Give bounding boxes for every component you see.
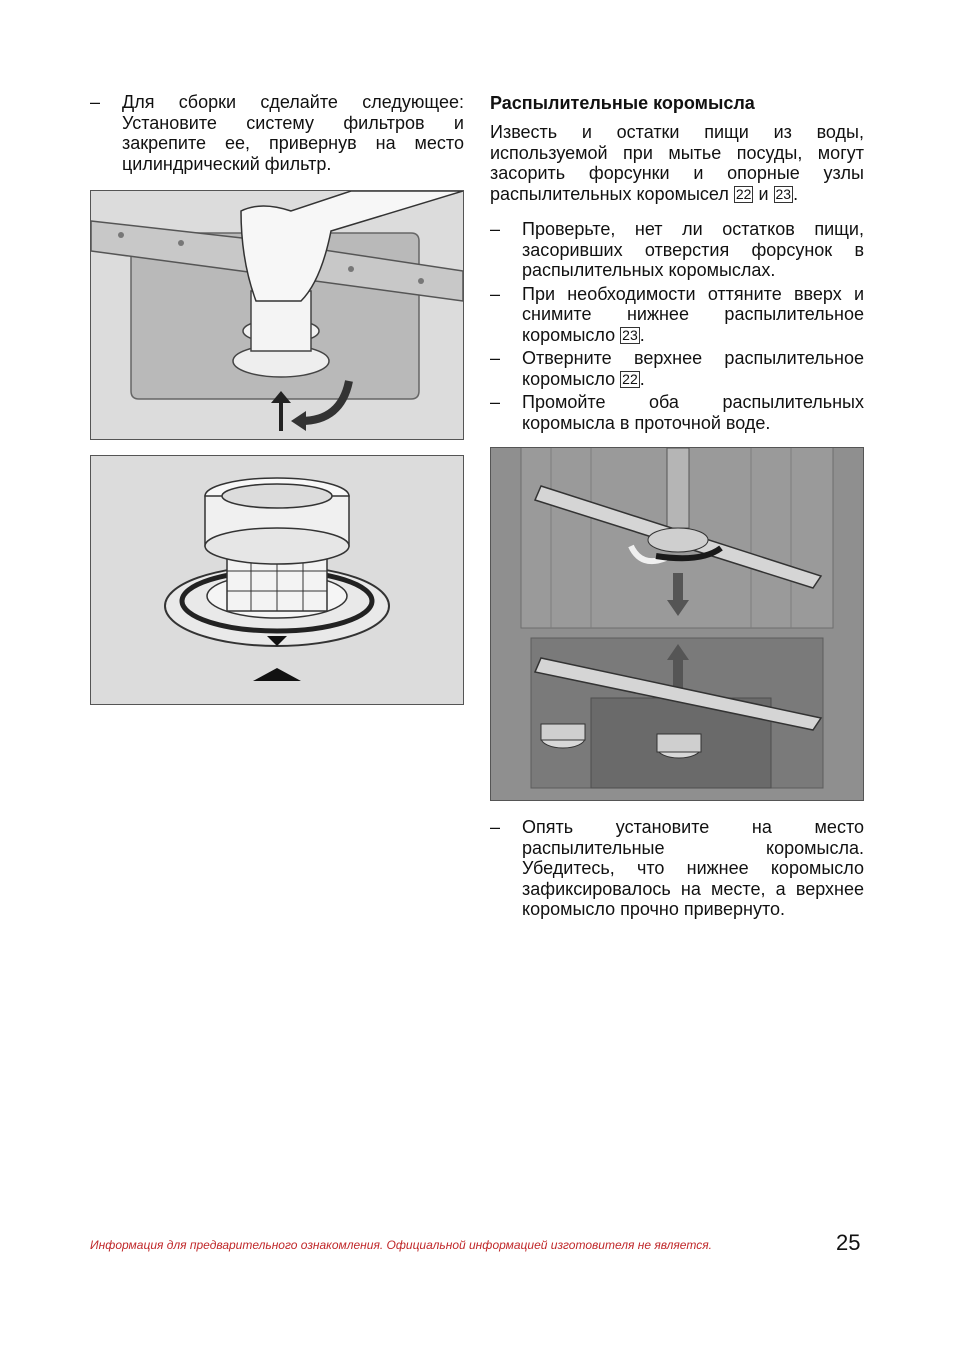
ref-badge: 22 <box>735 185 752 202</box>
list-item <box>490 392 864 433</box>
list-item <box>490 284 864 346</box>
spray-arms-illustration <box>491 448 863 800</box>
footer-disclaimer: Информация для предварительного ознакомления. Официальной информацией изготовителя не является. <box>90 1238 712 1252</box>
filter-closeup-illustration <box>91 456 463 704</box>
intro-paragraph <box>490 122 864 204</box>
bullet-dash: – <box>490 283 501 304</box>
bullet-text: Опять установите на место распылительные коромысла. Убедитесь, что нижнее коромысло зафиксировалось на месте, а верхнее коромысло прочно привернуто. <box>522 817 864 919</box>
bullet-dash: – <box>90 92 101 112</box>
bullet-text: При необходимости оттяните вверх и снимите нижнее распылительное коромысло <box>522 283 864 345</box>
bullet-text-wrap <box>522 348 864 389</box>
bullet-end: . <box>639 368 645 389</box>
list-item <box>490 817 864 920</box>
bullet-dash: – <box>490 817 501 837</box>
list-item <box>90 92 464 174</box>
figure-spray-arms <box>490 447 864 801</box>
page-number: 25 <box>836 1230 861 1255</box>
right-column <box>490 92 864 433</box>
ref-badge: 23 <box>622 326 638 343</box>
bullet-text: Отверните верхнее распылительное коромысло <box>522 348 864 389</box>
bullet-end: . <box>639 324 645 345</box>
list-item <box>490 348 864 389</box>
bullet-dash: – <box>490 348 501 368</box>
bullet-dash: – <box>490 392 501 412</box>
list-item <box>490 219 864 281</box>
bullet-text: Промойте оба распылительных коромысла в проточной воде. <box>522 392 864 433</box>
bullet-text: Для сборки сделайте следующее: Установите систему фильтров и закрепите ее, привернув на место цилиндрический фильтр. <box>122 92 464 174</box>
ref-badge: 22 <box>622 370 638 387</box>
figure-filter-closeup <box>90 455 464 705</box>
section-heading: Распылительные коромысла <box>490 93 755 113</box>
filter-insert-illustration <box>91 191 463 439</box>
bullet-text: Проверьте, нет ли остатков пищи, засоривших отверстия форсунок в распылительных коромыслах. <box>522 219 864 280</box>
paragraph-and: и <box>758 183 769 204</box>
figure-filter-insert <box>90 190 464 440</box>
paragraph-end: . <box>793 183 799 204</box>
paragraph-text: Известь и остатки пищи из воды, используемой при мытье посуды, могут засорить форсунки и опорные узлы распылительных коромысел <box>490 122 864 204</box>
right-column-lower <box>490 817 864 920</box>
left-column <box>90 92 464 174</box>
ref-badge: 23 <box>775 185 792 202</box>
bullet-text-wrap <box>522 284 864 346</box>
bullet-dash: – <box>490 219 501 239</box>
